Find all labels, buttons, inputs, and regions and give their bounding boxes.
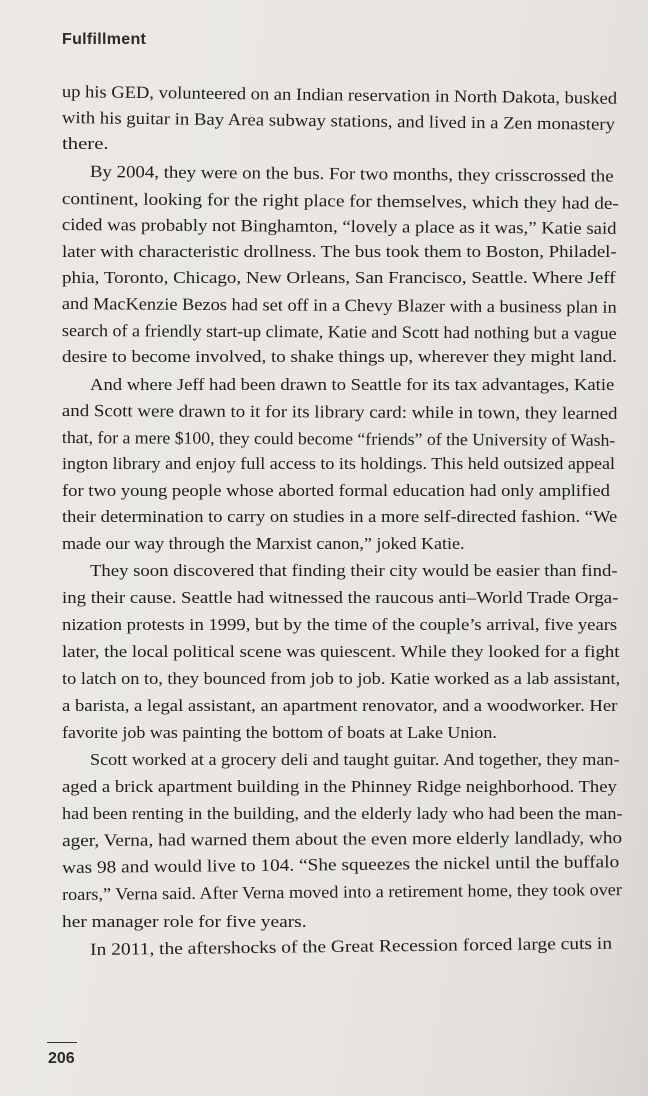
text-line: In 2011, the aftershocks of the Great Recession forced large cuts in (90, 933, 613, 959)
text-line: had been renting in the building, and the elderly lady who had been the man- (62, 804, 623, 823)
text-line: their determination to carry on studies in a more self-directed fashion. “We (62, 507, 618, 526)
text-line: favorite job was painting the bottom of boats at Lake Union. (62, 723, 497, 742)
text-line: cided was probably not Binghamton, “lovely a place as it was,” Katie said (61, 215, 617, 238)
text-line: up his GED, volunteered on an Indian reservation in North Dakota, busked (61, 82, 618, 108)
text-line: roars,” Verna said. After Verna moved into a retirement home, they took over (62, 880, 622, 904)
text-line: later with characteristic drollness. The bus took them to Boston, Philadel- (62, 242, 617, 261)
text-line: Scott worked at a grocery deli and taught guitar. And together, they man- (90, 750, 620, 769)
text-line: to latch on to, they bounced from job to job. Katie worked as a lab assistant, (62, 669, 621, 688)
text-line: ing their cause. Seattle had witnessed the raucous anti–World Trade Orga- (62, 588, 619, 607)
text-line: and Scott were drawn to it for its library card: while in town, they learned (61, 401, 618, 423)
text-line: ager, Verna, had warned them about the even more elderly landlady, who (62, 828, 623, 850)
text-line: By 2004, they were on the bus. For two months, they crisscrossed the (89, 162, 614, 186)
text-line: a barista, a legal assistant, an apartment renovator, and a woodworker. Her (62, 696, 618, 715)
text-line: with his guitar in Bay Area subway stations, and lived in a Zen monastery (61, 108, 616, 134)
running-head: Fulfillment (62, 31, 147, 48)
text-line: And where Jeff had been drawn to Seattle for its tax advantages, Katie (90, 375, 615, 394)
text-line: ington library and enjoy full access to its holdings. This held outsized appeal (62, 454, 615, 473)
text-line: aged a brick apartment building in the Phinney Ridge neighborhood. They (62, 777, 617, 796)
text-line: that, for a mere $100, they could become “friends” of the University of Wash- (61, 428, 616, 450)
text-line: phia, Toronto, Chicago, New Orleans, San Francisco, Seattle. Where Jeff (62, 268, 616, 287)
text-line: search of a friendly start-up climate, Katie and Scott had nothing but a vague (61, 321, 617, 343)
text-line: They soon discovered that finding their city would be easier than find- (90, 561, 618, 580)
text-line: her manager role for five years. (62, 912, 307, 931)
page-number: 206 (48, 1050, 75, 1067)
text-line: continent, looking for the right place for themselves, which they had de- (61, 189, 619, 213)
text-line: was 98 and would live to 104. “She squeezes the nickel until the buffalo (62, 852, 620, 877)
text-line: and MacKenzie Bezos had set off in a Chevy Blazer with a business plan in (61, 294, 617, 317)
text-line: there. (62, 134, 109, 153)
footer-rule (47, 1042, 77, 1043)
text-line: made our way through the Marxist canon,” joked Katie. (62, 534, 465, 553)
text-line: later, the local political scene was quiescent. While they looked for a fight (62, 642, 620, 661)
text-line: nization protests in 1999, but by the time of the couple’s arrival, five years (62, 615, 618, 634)
text-line: for two young people whose aborted formal education had only amplified (62, 481, 610, 500)
text-line: desire to become involved, to shake things up, wherever they might land. (62, 347, 617, 366)
